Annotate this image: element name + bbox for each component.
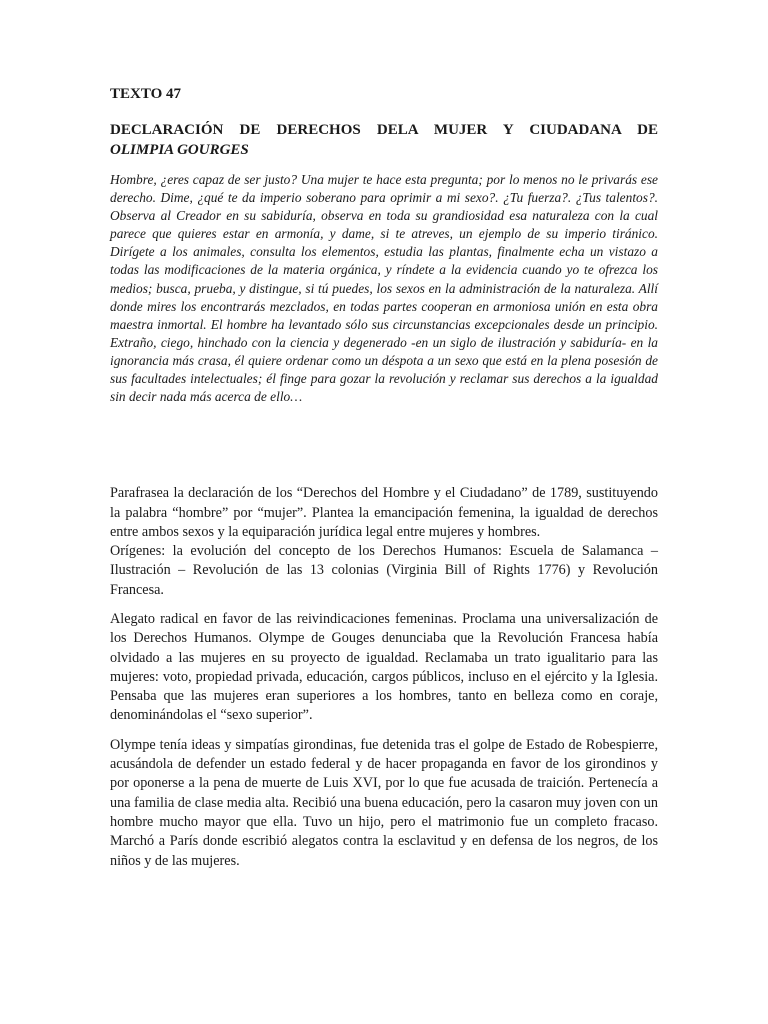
paragraph-argument: Alegato radical en favor de las reivindicaciones femeninas. Proclama una universalización de los Derechos Humanos. Olympe de Gouges denunciaba que la Revolución Francesa había olvidado a las mujeres en su proyecto de igualdad. Reclamaba un trato igualitario para las mujeres: voto, propiedad privada, educación, cargos públicos, incluso en el ejército y la Iglesia. Pensaba que las mujeres eran superiores a los hombres, tanto en belleza como en coraje, denominándolas el “sexo superior”. <box>110 611 658 724</box>
document-page <box>110 84 658 871</box>
spacer <box>110 600 658 610</box>
text-number-heading: TEXTO 47 <box>110 86 181 102</box>
document-title-author: OLIMPIA GOURGES <box>110 142 249 158</box>
paragraph-biography: Olympe tenía ideas y simpatías girondinas, fue detenida tras el golpe de Estado de Robespierre, acusándola de defender un estado federal y de hacer propaganda en favor de los girondinos y por oponerse a la pena de muerte de Luis XVI, por lo que fue acusada de traición. Pertenecía a una familia de clase media alta. Recibió una buena educación, pero la casaron muy joven con un hombre mucho mayor que ella. Tuvo un hijo, pero el matrimonio fue un completo fracaso. Marchó a París donde escribió alegatos contra la esclavitud y en defensa de los negros, de los niños y de las mujeres. <box>110 736 658 869</box>
spacer <box>110 726 658 736</box>
paragraph-origins: Orígenes: la evolución del concepto de los Derechos Humanos: Escuela de Salamanca – Ilustración – Revolución de las 13 colonias (Virginia Bill of Rights 1776) y Revolución Francesa. <box>110 543 658 598</box>
document-title: DECLARACIÓN DE DERECHOS DELA MUJER Y CIUDADANA DE <box>110 122 658 138</box>
spacer <box>110 406 658 484</box>
quoted-text: Hombre, ¿eres capaz de ser justo? Una mujer te hace esta pregunta; por lo menos no le privarás ese derecho. Dime, ¿qué te da imperio soberano para oprimir a mi sexo?. ¿Tu fuerza?. ¿Tus talentos?. Observa al Creador en su sabiduría, observa en toda su grandiosidad esa naturaleza con la cual parece que quieres estar en armonía, y dame, si te atreves, un ejemplo de su imperio tiránico. Dirígete a los animales, consulta los elementos, estudia las plantas, finalmente echa un vistazo a todas las modificaciones de la materia orgánica, y ríndete a la evidencia cuando yo te ofrezca los medios; busca, prueba, y distingue, si tú puedes, los sexos en la administración de la naturaleza. Allí donde mires los encontrarás mezclados, en todas partes cooperan en armoniosa unión en esta obra maestra inmortal. El hombre ha levantado sólo sus circunstancias excepcionales desde un principio. Extraño, ciego, hinchado con la ciencia y degenerado -en un siglo de ilustración y sabiduría- en la ignorancia más crasa, él quiere ordenar como un déspota a un sexo que está en la plena posesión de sus facultades intelectuales; él finge para gozar la revolución y reclamar sus derechos a la igualdad sin decir nada más acerca de ello… <box>110 172 658 405</box>
paragraph-summary: Parafrasea la declaración de los “Derechos del Hombre y el Ciudadano” de 1789, sustituyendo la palabra “hombre” por “mujer”. Plantea la emancipación femenina, la igualdad de derechos entre ambos sexos y la equiparación jurídica legal entre mujeres y hombres. <box>110 485 658 540</box>
